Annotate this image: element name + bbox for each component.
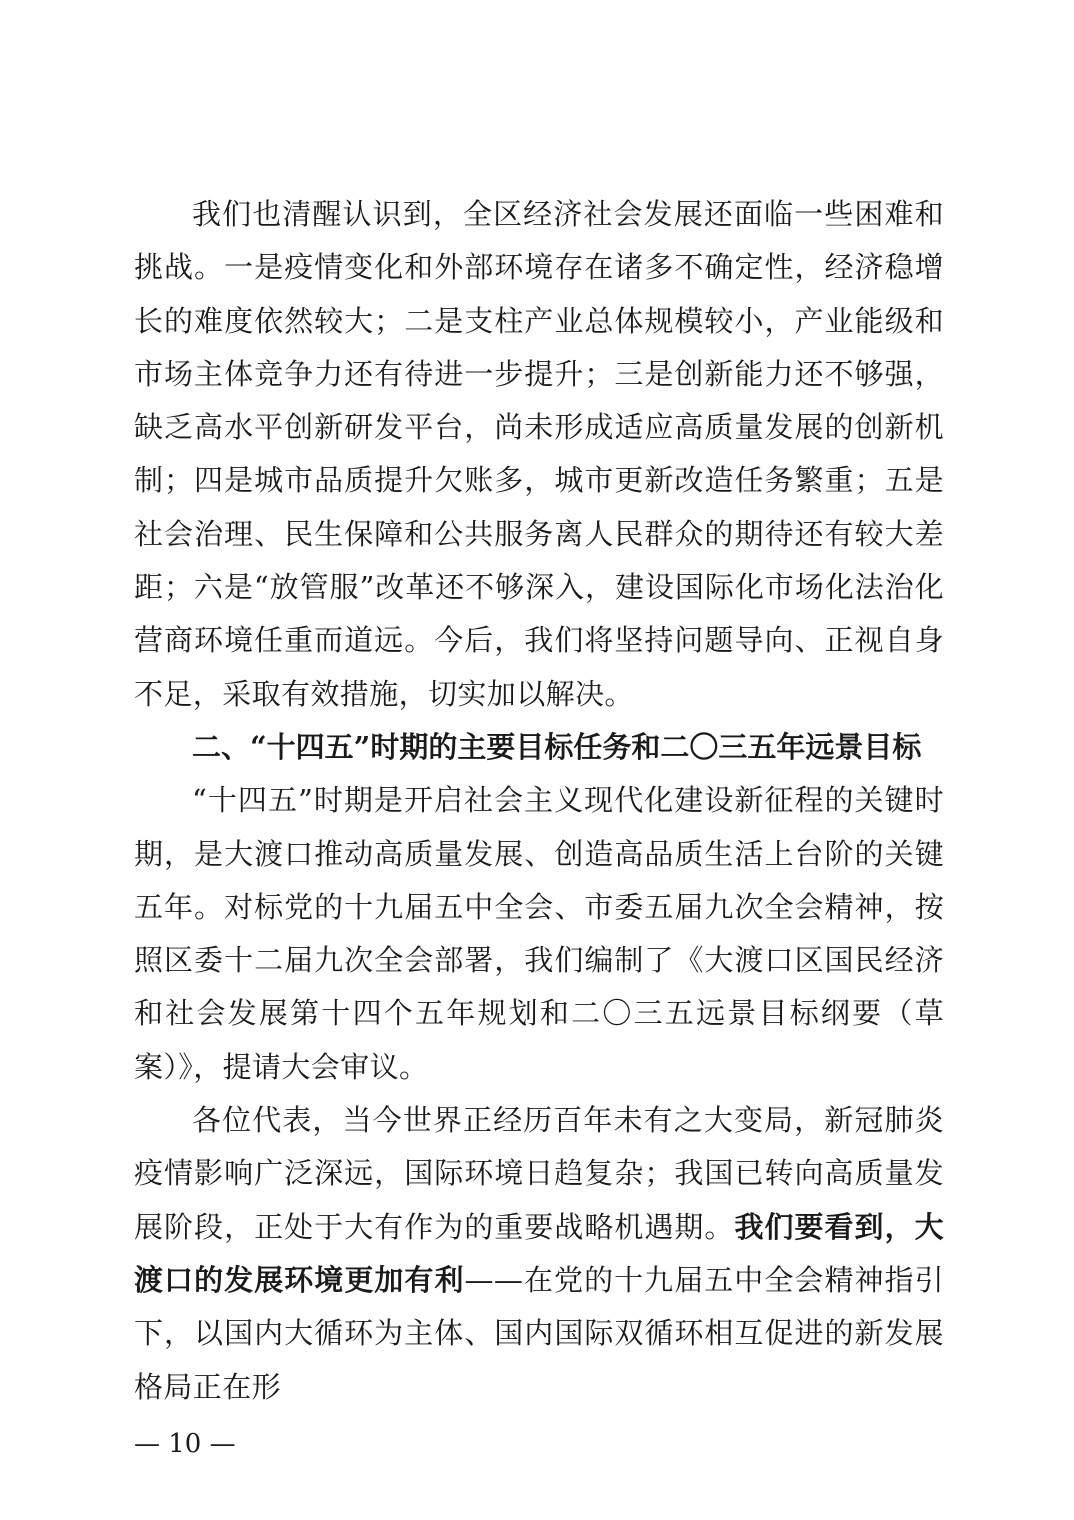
paragraph-representatives-emphasis: 我们要看到，大渡口的发展环境更加有利	[134, 1209, 944, 1297]
paragraph-fourteenth-five-year: “十四五”时期是开启社会主义现代化建设新征程的关键时期，是大渡口推动高质量发展、创造高品质生活上台阶的关键五年。对标党的十九届五中全会、市委五届九次全会精神，按照区委十二届九次全会部署，我们编制了《大渡口区国民经济和社会发展第十四个五年规划和二〇三五远景目标纲要（草案）》，提请大会审议。	[134, 783, 944, 1084]
paragraph-challenges: 我们也清醒认识到，全区经济社会发展还面临一些困难和挑战。一是疫情变化和外部环境存在诸多不确定性，经济稳增长的难度依然较大；二是支柱产业总体规模较小，产业能级和市场主体竞争力还有待进一步提升；三是创新能力还不够强，缺乏高水平创新研发平台，尚未形成适应高质量发展的创新机制；四是城市品质提升欠账多，城市更新改造任务繁重；五是社会治理、民生保障和公共服务离人民群众的期待还有较大差距；六是“放管服”改革还不够深入，建设国际化市场化法治化营商环境任重而道远。今后，我们将坚持问题导向、正视自身不足，采取有效措施，切实加以解决。	[134, 197, 944, 711]
paragraph-representatives-tail: ——在党的十九届五中全会精神指引下，以国内大循环为主体、国内国际双循环相互促进的新发展格局正在形	[134, 1262, 944, 1404]
page-number: — 10 —	[134, 1429, 236, 1459]
document-body	[134, 188, 944, 1414]
section-heading-two: 二、“十四五”时期的主要目标任务和二〇三五年远景目标	[192, 729, 922, 764]
paragraph-representatives	[134, 1094, 944, 1414]
paragraph-representatives-lead: 各位代表，当今世界正经历百年未有之大变局，新冠肺炎疫情影响广泛深远，国际环境日趋复杂；我国已转向高质量发展阶段，正处于大有作为的重要战略机遇期。	[134, 1103, 944, 1244]
